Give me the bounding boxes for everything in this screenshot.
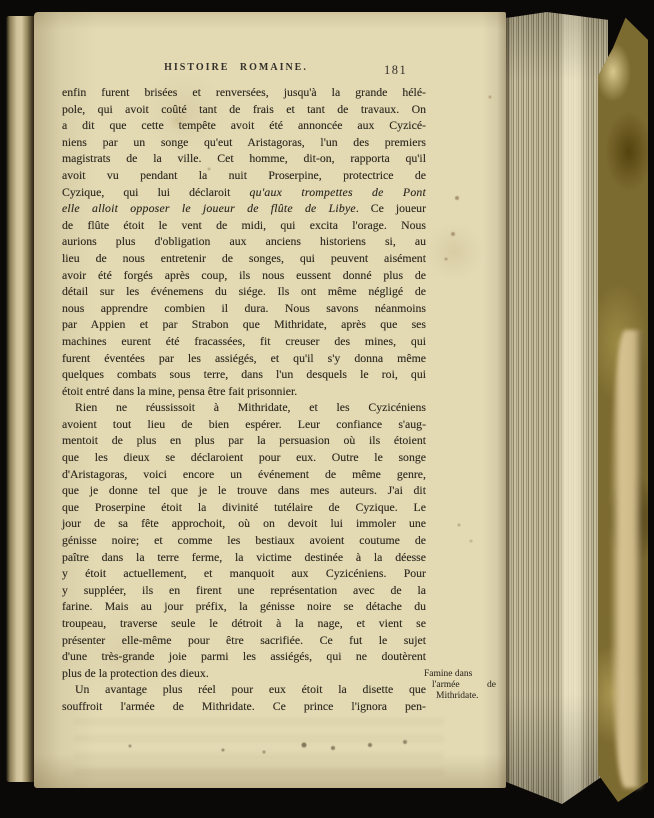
text-line: souffroit l'armée de Mithridate. Ce prince l'ignora pen- — [62, 698, 426, 713]
text-line: d'Aristagoras, voici encore un événement de même genre, — [62, 466, 426, 481]
text-line: d'une très-grande joie parmi les assiégés, qui ne doutèrent — [62, 649, 426, 664]
margin-note-line: l'armée de — [432, 679, 496, 690]
text-line: y suppléer, ils en firent une représentation avec de la — [62, 582, 426, 597]
page-block-fore-edge — [506, 12, 608, 804]
text-line: avoit vu pendant la nuit Proserpine, protectrice de — [62, 167, 426, 182]
running-title: HISTOIRE ROMAINE. — [164, 62, 308, 73]
margin-note-line: Mithridate. — [436, 690, 479, 701]
text-line: génisse noire; et comme les bestiaux avoient coutume de — [62, 533, 426, 548]
text-line: quelques combats sous terre, dans l'un desquels le roi, qui — [62, 367, 426, 382]
text-line: aurions plus d'obligation aux anciens historiens si, au — [62, 234, 426, 249]
margin-note — [424, 669, 496, 701]
text-line: a dit que cette tempête avoit été annoncée aux Cyzicé- — [62, 118, 426, 133]
text-line: farine. Mais au jour préfix, la génisse noire se détache du — [62, 599, 426, 614]
page-number: 181 — [384, 63, 408, 77]
text-line: étoit entré dans la mine, pensa être fait prisonnier. — [62, 383, 298, 398]
text-line: avoir été forgés après coup, ils nous eussent donné plus de — [62, 267, 426, 282]
book-page — [34, 12, 506, 788]
text-line: enfin furent brisées et renversées, jusqu'à la grande hélé- — [62, 85, 426, 99]
text-line: elle alloit opposer le joueur de flûte de Libye. Ce joueur — [62, 201, 427, 216]
text-line: jour de sa fête approchoit, où on devoit lui immoler une — [62, 516, 426, 531]
body-text — [62, 84, 426, 715]
text-line: que Proserpine étoit la divinité tutélaire de Cyzique. Le — [62, 499, 426, 514]
text-line: lieu de nous entretenir de songes, qui peuvent aisément — [62, 250, 426, 265]
text-line: pole, qui avoit coûté tant de frais et tant de travaux. On — [62, 101, 426, 116]
text-line: détail sur les événemens du siége. Ils ont même négligé de — [62, 284, 426, 299]
page-header — [62, 62, 426, 77]
foxing-spots — [34, 12, 36, 14]
facing-page-edge — [6, 16, 34, 782]
cover-edge-highlight — [610, 330, 644, 788]
text-line: Cyzique, qui lui déclaroit qu'aux trompettes de Pont — [62, 184, 426, 199]
text-line: présenter elle-même pour être sacrifiée. Ce fut le sujet — [62, 632, 426, 647]
text-line: magistrats de la ville. Cet homme, dit-on, rapporta qu'il — [62, 151, 426, 166]
text-line: que je donne tel que je le trouve dans mes auteurs. J'ai dit — [62, 483, 426, 498]
margin-note-line: Famine dans — [424, 669, 473, 679]
text-line: que les dieux se déclaroient pour eux. Outre le songe — [62, 450, 426, 465]
text-line: furent éventées par les assiégés, et qu'il s'y donna même — [62, 350, 426, 365]
text-line: Rien ne réussissoit à Mithridate, et les Cyzicéniens — [75, 400, 426, 415]
text-line: y étoit actuellement, et manquoit aux Cyzicéniens. Pour — [62, 566, 426, 581]
text-line: machines eurent été fracassées, fit creuser des mines, qui — [62, 333, 426, 348]
show-through — [74, 718, 444, 776]
text-line: mentoit de plus en plus par la persuasion où ils étoient — [62, 433, 426, 448]
text-line: Un avantage plus réel pour eux étoit la disette que — [75, 682, 426, 697]
text-line: paître dans la terre ferme, la victime destinée à la déesse — [62, 549, 426, 564]
text-line: plus de la protection des dieux. — [62, 665, 209, 680]
text-line: avoient tout lieu de bien espérer. Leur confiance s'aug- — [62, 416, 426, 431]
text-line: niens par un songe qu'eut Aristagoras, l'un des premiers — [62, 134, 426, 149]
text-line: de flûte étoit le vent de midi, qui excita l'orage. Nous — [62, 217, 426, 232]
text-line: nous apprendre combien il dura. Nous savons néanmoins — [62, 300, 426, 315]
text-line: troupeau, traverse seule le détroit à la nage, et vient se — [62, 616, 426, 630]
text-line: par Appien et par Strabon que Mithridate, après que ses — [62, 317, 426, 332]
